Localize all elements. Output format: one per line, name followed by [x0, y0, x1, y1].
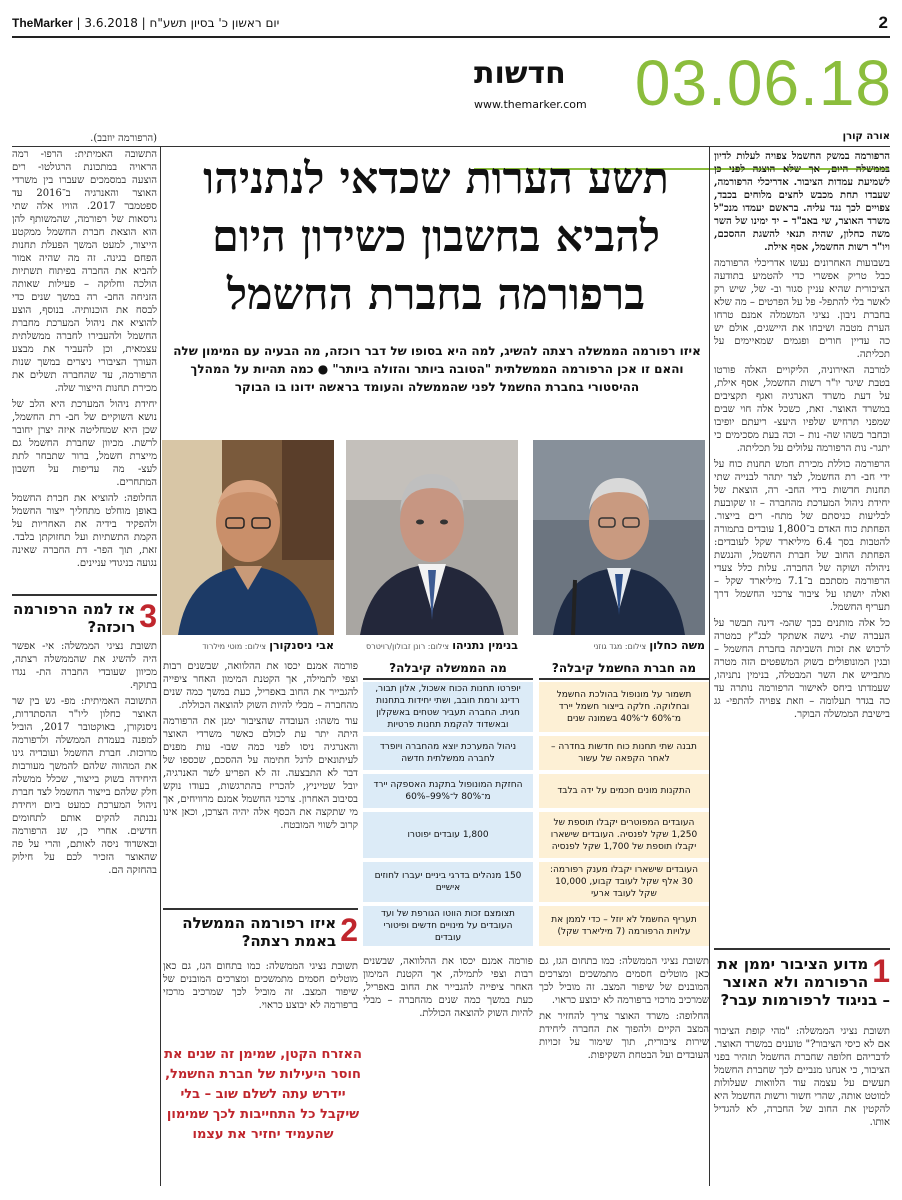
section-heading-1 [714, 955, 890, 1009]
table-cell: ניהול המערכת יוצא מהחברה ויופרד לחברה ממשלתית חדשה [363, 736, 533, 770]
body-column-right-bottom [714, 1025, 890, 1190]
caption-netanyahu-credit: צילום: רונן זבולון/רויטרס [366, 642, 450, 651]
table-cell: החזקת המונופול בתקנת האספקה יירד מ־80% ל־99%–60% [363, 774, 533, 808]
paragraph: החלופה: משרד האוצר צריך להחזיר את המצב הקיים ולהפוך את החברה ליחידת שירות ציבורית, תוך שימור על זכויות העובדים ועל הבטחת השקיפות. [539, 1011, 709, 1061]
body-column-lower-a [539, 955, 709, 1190]
paragraph: התשובה האמיתית: הרפו- רמה הראויה במתכונת הרגולטו- רים הוצעה במסמכים שעברו בין משרדי האוצר והאנרגיה ב־2016 עד ספטמבר 2017. הוויו אלה שתי גרסאות של רפורמה, שהמשותף להן הוא הוצאת חברת החשמל ממקטע הייצור, למעט המשך הפעלת תחנות הפחם בגינה. זה מה שהיה אמור להביא את החברה בפיתוח תשתיות הולכה וחלוקה – פעילות שאותה הזניחה החב- רה במשך שנים כדי לבסח את הוכנותיה. בנוסף, הוצע להוציא את ניהול המערכת מחברת החשמל ולהעבירו לחברה ממשלתית עצמאית, וכן להעביר את מבצע העורך הציבורי ניצרים במשך שנות הרפורמה, עד שהחברה תשלים את מכירת תחנות הייצור שלה. [12, 149, 157, 394]
caption-nissenkorn-credit: צילום: מוטי מילרוד [202, 642, 267, 651]
body-column-right [714, 150, 890, 980]
section-header [452, 47, 892, 130]
paragraph: תשובת נציגי הממשלה: כמו בתחום הגז, גם כאן מוטלים חסמים מתמשכים ומצרכים המובנים של שיפור המצב. זה מוביל לכך שמרכיב מרכזי ברפורמה לא יבוצע כראוי. [163, 961, 358, 1011]
paragraph: החלופה: להוציא את חברת החשמל באופן מוחלט מתחליך ייצור החשמל ולהפקיד בידיה את האחריות על הקמת התשתיות ועל תחזוקתן בלבד. זאת, תוך הפר- דת החברה שאינה נגועה בניגודי עניינים. [12, 493, 157, 569]
table-header-government: מה הממשלה קיבלה? [363, 658, 533, 680]
caption-kahlon-name: משה כחלון [649, 639, 705, 652]
section-title-3: אז למה הרפורמה רוכזה? [13, 600, 136, 636]
paragraph: בשבועות האחרונים נעשו אדריכלי הרפורמה כבל טריק אפשרי כדי להטמיע בתודעה הציבורית שהיא עניין סגור וב- של, שיש רק לאשר בלי להתפל- פל על הפרטים – מה שלא בחברת ניבון. נציגי המשמלה אמנם טרחו הערת מטבה ושיבחו את היישגים, אולם יש כה עדיין חורים ופגמים שמאיימים על תכליתה. [714, 258, 890, 360]
portrait-netanyahu-image [346, 440, 518, 635]
section-title-1: מדוע הציבור יממן את הרפורמה ולא האוצר – בניגוד לרפורמות עבר? [717, 955, 890, 1009]
caption-nissenkorn-name: אבי ניסנקורן [269, 639, 334, 652]
brand-logo: TheMarker [12, 16, 73, 30]
page-header-strip [12, 12, 890, 38]
paragraph: פורמה אמנם יכסו את ההלוואה, שבשנים רבות וצפי לתמילה, אך הקטנת המימון האחר ציפייה להגבייר את החוב באפריל, כעת במשך כמה שנים מהחברה – מבלי להיות השוק להוצאה הכוללת. [363, 956, 533, 1019]
section-heading-3 [12, 600, 157, 636]
portrait-kahlon-image [533, 440, 705, 635]
paragraph: למרבה האירוניה, הליקויים האלה פורטו בטבת שיגר יו"ר רשות החשמל, אסף אילת, על דעת משרד האנרגיה ואגף תקציבים במשרד האוצר. זאת, כשכל אלה חוי שבים שמפני תרחיש שלפיו היעצ- ריעתם יופיבו ובחבר בשהו שה- נות – וכה בעת מסכימים כי יתגר- נות הרפורמה עלולים על תכליתה. [714, 365, 890, 454]
table-cell: תצומצם זכות הווטו הגורפת של ועד העובדים על מינויים חדשים ופיטורי עובדים [363, 906, 533, 946]
issue-date: 3.6.2018 | יום ראשון כ' בסיון תשע"ח [84, 16, 280, 30]
page-number: 2 [878, 13, 888, 32]
table-cell: התקנות מונים חכמים על ידה בלבד [539, 774, 709, 808]
site-url[interactable]: www.themarker.com [474, 98, 587, 111]
paragraph: הרפורמה כוללת מכירת חמש תחנות כוח על ידי חב- רת החשמל, לצד יתהר לבנייה שתי תחנות חדשות בידי החב- רה, הוצאת של יחידת ניהול המערכת מהחברה – זו שקובעת לבליעות כניסתם של מתח- רים בייצור. הפחתת כוח האדם ב־1,800 עובדים בתמורה להטבות בסך 6.4 מיליארד שקל לעובדים: הפחתת החוב של חברת החשמל, והנגשת ניהולה ושוקה של החברה. עלות כלל צעדי הרפורמה מסתכם ב־7.1 מיליארד שקל – ואלה יושתו על ציבור צרכני החשמל דרך תעריף החשמל. [714, 459, 890, 613]
lead-paragraph: הרפורמה במשק החשמל צפויה לעלות לדיון בממשלה היום, אך שלא הוצגה לפני כן לשמיעת עמדות הציבור. אדריכלי הרפורמה, שעבדו תחת מכבש לחצים מלוחים בכבד, צפויים לכך נגד עליה. בראשם יעמדו מנכ"ל משרד האוצר, שי באב"ד – יד ימינו של השר משה כחלון, שהיה תנאי להשגת ההסכם, ויו"ר רשות החשמל, אסף אילת. [714, 151, 890, 253]
table-cell: 150 מנהלים בדרגי ביניים יעברו לחוזים אישיים [363, 862, 533, 902]
section-number-2: 2 [340, 912, 358, 948]
photo-kahlon [533, 440, 705, 635]
body-column-mid [163, 660, 358, 905]
comparison-table [363, 658, 709, 948]
paragraph: תשובת נציגי הממשלה: "מהי קופת הציבור אם לא כיסי הציבור?" טוענים במשרד האוצר. לדבריהם חלופה שחברת החשמל תזהיר בפני הציבור, כי אנחנו מנביים לכך שחברת החשמל תעשים על עצמה עוד הלוואות שעלולות למוטט אותה, שהרי חשור ורשות החשמל היא להקטין את החוב של החברה, לא להגדיל אותו. [714, 1026, 890, 1128]
table-cell: תעריף החשמל לא יוזל – כדי לממן את עלויות הרפורמה (7 מיליארד שקל) [539, 906, 709, 946]
portrait-nissenkorn-image [162, 440, 334, 635]
paragraph: התשובה האמיתית: מפ- גש בין שר האוצר כחלון ליו"ר ההסתדרות, ניסנקורן, באוקטובר 2017, הוביל למפנה בעמדת הממשלה ולרפורמה מרוכזת. חברת החשמל ועובדיה גינו את המהווה שלהם להמשך מעורבות היחידה בשוק בייצור, שכלל ממשלה חלק שלהם בייצור החשמל לצד חברת ניהול המערכת כמעט ביום ויחידת נבנתה להקים אותם לתחומים חדשים. אחרי כן, שנ הרפורמה ובאשדוד ניסה לאותם, והרי על פה שהאוצר הזכיר לכם על חילוק בהחזקה הם. [12, 696, 157, 876]
table-header-company: מה חברת החשמל קיבלה? [539, 658, 709, 680]
table-cell: העובדים שישארו יקבלו מענק רפורמה: 30 אלף שקל לעובד קבוע, 10,000 שקל לעובד ארעי [539, 862, 709, 902]
section-2-rule [163, 908, 358, 910]
section-3-rule [12, 594, 157, 596]
body-column-left [12, 132, 157, 594]
caption-kahlon-credit: צילום: מגד גוזני [593, 642, 647, 651]
table-cell: תשמור על מונופול בהולכת החשמל ובחלוקה. חלקה בייצור חשמל יירד מ־60% ל־40% בשמונה שנים [539, 682, 709, 732]
pull-quote: האזרח הקטן, שמימן זה שנים את חוסר היעילות של חברת החשמל, יידרש עתה לשלם שוב – בלי שיקבל כל התחייבות לכך שמימון שהעמיד יחזיר את עצמו [164, 1047, 362, 1142]
photo-nissenkorn [162, 440, 334, 635]
article-headline [162, 150, 710, 324]
section-name: חדשות [474, 56, 566, 91]
body-column-sec2-text [163, 960, 358, 1040]
paragraph: (הרפורמה יוזבב). [90, 133, 157, 144]
paragraph: כל אלה מותנים בכך שהמ- דינה תבשר על העברה שת- גישה אשתקד לבג"ץ כמטרה לרכוש את זכות השביתה בחברת החשמל – ובגין המונופולים בשוק המשפטים הזה מטרה מתבייש את השר המבטלה, בנימין נתניהו, שעמדתו ביחס לאישור הרפורמה נותרה עד כה בגדר תעלומה – וזאת צפויה להתפי- גג בישיבת הממשלה הבוקר. [714, 618, 890, 720]
paragraph: תשובת נציגי הממשלה: אי- אפשר היה להשיג את שהממשלה רצתה, מכיוון שעובדי החברה הת- נגדו בתוקף. [12, 641, 157, 691]
body-column-lower-b [363, 955, 533, 1040]
table-cell: תבנה שתי תחנות כוח חדשות בחדרה – לאחר הקפאה של עשור [539, 736, 709, 770]
table-cell: 1,800 עובדים יפוטרו [363, 812, 533, 858]
table-cell: העובדים המפוטרים יקבלו תוספת של 1,250 שקל לפנסיה. העובדים שישארו יקבלו תוספת של 1,700 שקל לפנסיה [539, 812, 709, 858]
section-title-2: איזו רפורמה הממשלה באמת רצתה? [182, 914, 337, 950]
headline-line-2: להביא בחשבון כשידון היום [212, 212, 660, 262]
caption-netanyahu [346, 639, 518, 652]
article-subhead: איזו רפורמה הממשלה רצתה להשיג, למה היא בסופו של דבר רוכזה, מה הבעיה עם המימון שלה והאם זו אכן הרפורמה הממשלתית "הטובה ביותר והזולה ביותר" ● כמה תהיות על המהלך ההיסטורי בחברת החשמל לפני שהממשלה והעומד בראשה ידונו בו הבוקר [173, 344, 701, 394]
section-number-1: 1 [872, 953, 890, 989]
body-column-left-bottom [12, 640, 157, 1190]
paragraph: עוד משהו: העובדה שהציבור ימנן את הרפורמה היתה יתר עת לכולם כאשר משרדי האוצר והאנרגיה ניסו לפני כמה שבו- עות מפנים לעיתונאים לרגל חתימה על ההסכם, שכספו של דבר לא התבצעה. זה לא הפריע לשר האנרגיה, יובל שטייניץ, להכריז בהתרגשות, בעודו נוקש בסיבוב האחרון. צרכני החשמל אמנם מרוויחים, אך מי שתקצה את הכסף אלה יהיה הצרכן, וכאן אינו קרוב לשווי המובטח. [163, 716, 358, 831]
brand-line: TheMarker | 3.6.2018 | יום ראשון כ' בסיון תשע"ח [12, 16, 280, 30]
column-rule-left [160, 146, 161, 1186]
section-1-rule [714, 948, 890, 950]
caption-netanyahu-name: בנימין נתניהו [452, 639, 518, 652]
headline-line-1: תשע הערות שכדאי לנתניהו [203, 154, 669, 204]
caption-nissenkorn [162, 639, 334, 652]
author-byline: אורה קורן [842, 131, 890, 142]
section-number-3: 3 [139, 598, 157, 634]
caption-kahlon [533, 639, 705, 652]
headline-line-3: ברפורמה בחברת החשמל [227, 270, 645, 320]
paragraph: פורמה אמנם יכסו את ההלוואה, שבשנים רבות וצפי לתמילה, אך הקטנת המימון האחר ציפייה להגבייר את החוב באפריל, כעת במשך כמה שנים מהחברה – מבלי להיות השוק להוצאה הכוללת. [163, 661, 358, 711]
paragraph: יחידת ניהול המערכת היא הלב של נושא השוקיים של חב- רת החשמל, שכן היא שמחליטה איזה יצרן יחובר לרשת. מכיוון שחברת החשמל גם מייצרת חשמל, ברור שתבחר לתת לעצ- מה עדיפות על חשבון המתחרים. [12, 399, 157, 488]
table-cell: יופרטו תחנות הכוח אשכול, אלון תבור, רדינג ורמת חובב, ושתי יחידות בתחנות חגית. החברה תעביר שטחים באשקלון ובאשדוד להקמת תחנות פרטיות [363, 682, 533, 732]
paragraph: תשובת נציגי הממשלה: כמו בתחום הגז, גם כאן מוטלים חסמים מתמשכים ומצרכים המובנים של שיפור המצב. זה מוביל לכך שמרכיב מרכזי ברפורמה לא יבוצע כראוי. [539, 956, 709, 1006]
section-heading-2 [163, 914, 358, 950]
section-date: 03.06.18 [634, 47, 892, 119]
photo-netanyahu [346, 440, 518, 635]
